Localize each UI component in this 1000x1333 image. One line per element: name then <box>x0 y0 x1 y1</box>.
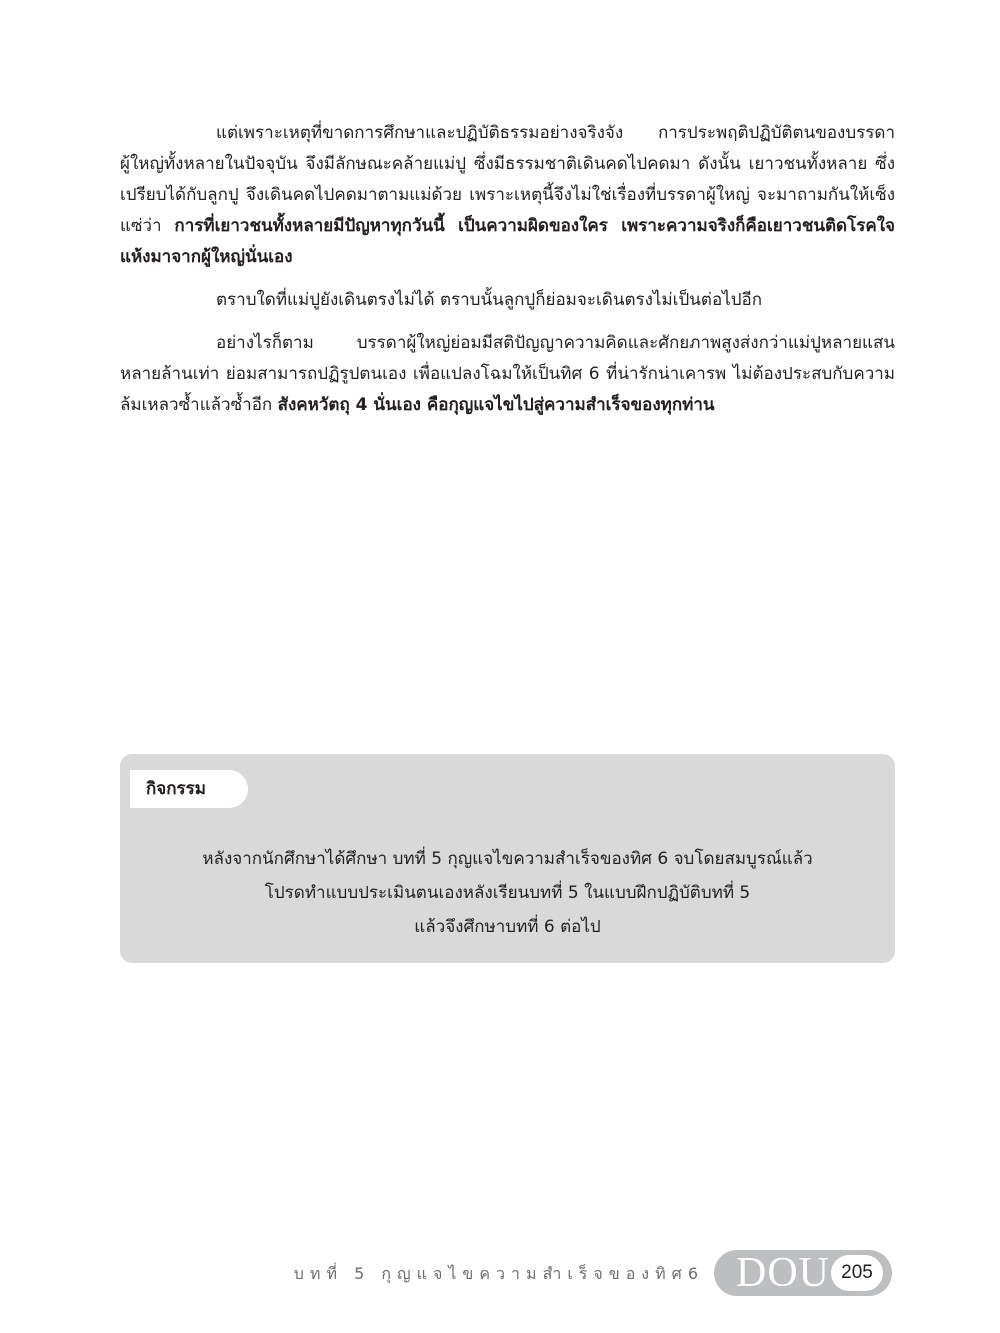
paragraph-1-emphasis: การที่เยาวชนทั้งหลายมีปัญหาทุกวันนี้ เป็นความผิดของใคร เพราะความจริงก็คือเยาวชนติดโรคใจแห้งมาจากผู้ใหญ่นั่นเอง <box>120 216 895 267</box>
footer-chapter-title: บทที่ 5 กุญแจไขความสำเร็จของทิศ6 <box>293 1264 704 1283</box>
paragraph-1 <box>120 118 895 273</box>
paragraph-3-text: อย่างไรก็ตาม บรรดาผู้ใหญ่ย่อมมีสติปัญญาความคิดและศักยภาพสูงส่งกว่าแม่ปูหลายแสนหลายล้านเท่า ย่อมสามารถปฏิรูปตนเอง เพื่อแปลงโฉมให้เป็นทิศ 6 ที่น่ารักน่าเคารพ ไม่ต้องประสบกับความล้มเหลวซ้ำแล้วซ้ำอีก <box>120 333 895 415</box>
activity-box <box>120 754 895 963</box>
activity-line-2: โปรดทำแบบประเมินตนเองหลังเรียนบทที่ 5 ในแบบฝึกปฏิบัติบทที่ 5 <box>264 883 751 903</box>
activity-line-1: หลังจากนักศึกษาได้ศึกษา บทที่ 5 กุญแจไขความสำเร็จของทิศ 6 จบโดยสมบูรณ์แล้ว <box>202 849 813 869</box>
activity-line-3: แล้วจึงศึกษาบทที่ 6 ต่อไป <box>414 917 601 937</box>
paragraph-1-text: แต่เพราะเหตุที่ขาดการศึกษาและปฏิบัติธรรมอย่างจริงจัง การประพฤติปฏิบัติตนของบรรดาผู้ใหญ่ทั้งหลายในปัจจุบัน จึงมีลักษณะคล้ายแม่ปู ซึ่งมีธรรมชาติเดินคดไปคดมา ดังนั้น เยาวชนทั้งหลาย ซึ่งเปรียบได้กับลูกปู จึงเดินคดไปคดมาตามแม่ด้วย เพราะเหตุนี้จึงไม่ใช่เรื่องที่บรรดาผู้ใหญ่ จะมาถามกันให้เซ็งแซ่ว่า <box>120 123 895 236</box>
activity-title: กิจกรรม <box>130 770 248 808</box>
body-text <box>120 118 895 433</box>
page-number: 205 <box>831 1255 883 1291</box>
paragraph-2-text: ตราบใดที่แม่ปูยังเดินตรงไม่ได้ ตราบนั้นลูกปูก็ย่อมจะเดินตรงไม่เป็นต่อไปอีก <box>216 290 762 310</box>
paragraph-2 <box>120 285 895 316</box>
dou-logo: DOU <box>736 1250 830 1296</box>
paragraph-3 <box>120 328 895 421</box>
footer-logo-badge <box>714 1250 892 1296</box>
activity-instructions <box>120 842 895 944</box>
paragraph-3-emphasis: สังคหวัตถุ 4 นั่นเอง คือกุญแจไขไปสู่ความสำเร็จของทุกท่าน <box>277 395 715 415</box>
